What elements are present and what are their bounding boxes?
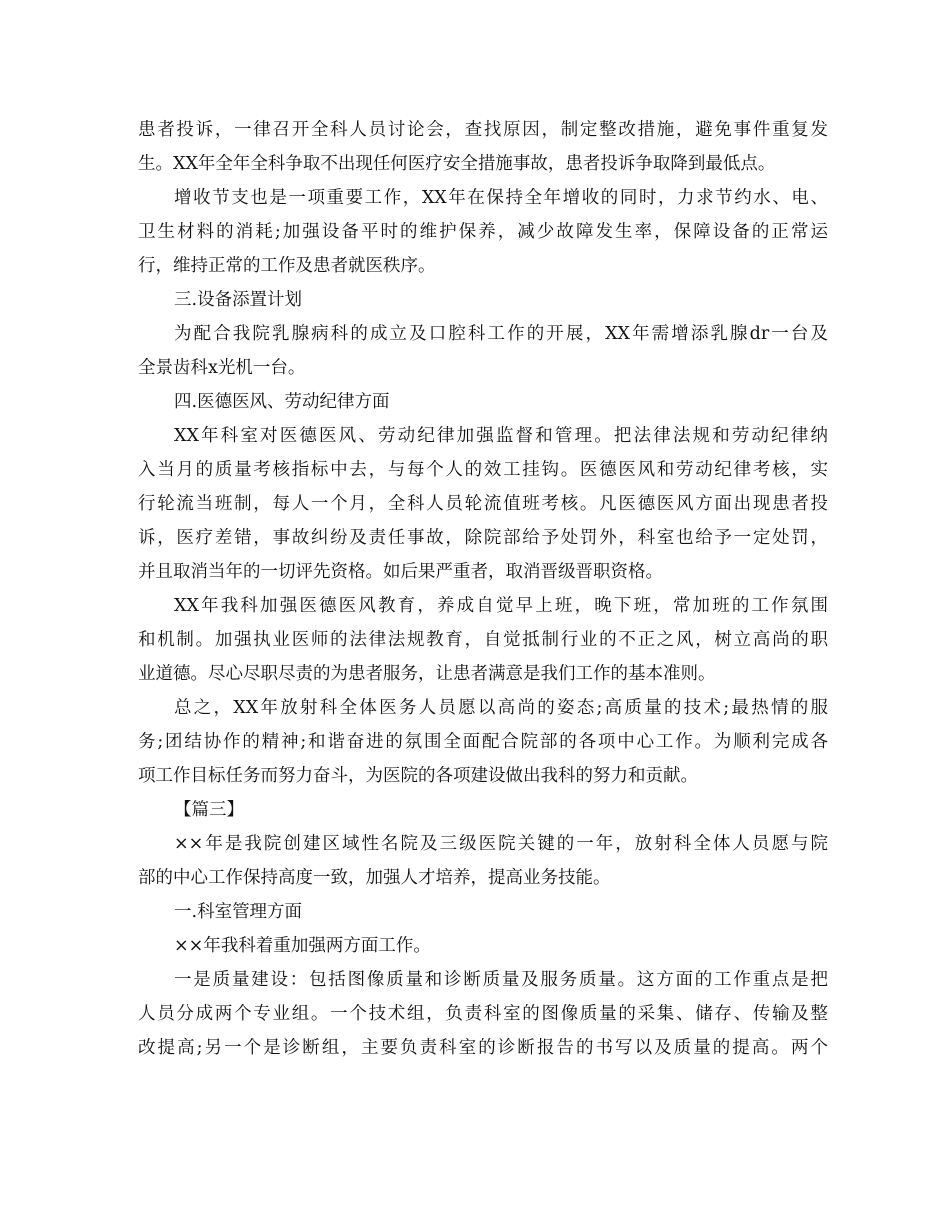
text-line: 【篇三】: [174, 800, 244, 820]
text-line: 业道德。尽心尽职尽责的为患者服务，让患者满意是我们工作的基本准则。: [138, 664, 716, 684]
text-line: 改提高;另一个是诊断组，主要负责科室的诊断报告的书写以及质量的提高。两个: [138, 1038, 828, 1058]
text-line: ××年是我院创建区域性名院及三级医院关键的一年，放射科全体人员愿与院: [174, 834, 828, 854]
text-line: 为配合我院乳腺病科的成立及口腔科工作的开展，XX年需增添乳腺dr一台及: [174, 324, 828, 344]
text-line: 一是质量建设：包括图像质量和诊断质量及服务质量。这方面的工作重点是把: [174, 970, 828, 990]
text-line: 务;团结协作的精神;和谐奋进的氛围全面配合院部的各项中心工作。为顺利完成各: [138, 732, 828, 752]
document-body: [138, 113, 828, 1065]
text-line: 四.医德医风、劳动纪律方面: [174, 392, 390, 412]
text-line: 行，维持正常的工作及患者就医秩序。: [138, 256, 436, 276]
text-line: 和机制。加强执业医师的法律法规教育，自觉抵制行业的不正之风，树立高尚的职: [138, 630, 828, 650]
text-line: 入当月的质量考核指标中去，与每个人的效工挂钩。医德医风和劳动纪律考核，实: [138, 460, 828, 480]
text-line: 人员分成两个专业组。一个技术组，负责科室的图像质量的采集、储存、传输及整: [138, 1004, 828, 1024]
text-line: 诉，医疗差错，事故纠纷及责任事故，除院部给予处罚外，科室也给予一定处罚，: [138, 528, 828, 548]
text-line: 并且取消当年的一切评先资格。如后果严重者，取消晋级晋职资格。: [138, 562, 663, 582]
text-line: 项工作目标任务而努力奋斗，为医院的各项建设做出我科的努力和贡献。: [138, 766, 698, 786]
text-line: 行轮流当班制，每人一个月，全科人员轮流值班考核。凡医德医风方面出现患者投: [138, 494, 828, 514]
text-line: 一.科室管理方面: [174, 902, 303, 922]
text-line: 生。XX年全年全科争取不出现任何医疗安全措施事故，患者投诉争取降到最低点。: [138, 154, 776, 174]
text-line: ××年我科着重加强两方面工作。: [174, 936, 431, 956]
text-line: 增收节支也是一项重要工作，XX年在保持全年增收的同时，力求节约水、电、: [174, 188, 828, 208]
text-line: 三.设备添置计划: [174, 290, 303, 310]
text-line: 患者投诉，一律召开全科人员讨论会，查找原因，制定整改措施，避免事件重复发: [138, 120, 828, 140]
text-line: XX年我科加强医德医风教育，养成自觉早上班，晚下班，常加班的工作氛围: [174, 596, 828, 616]
text-line: 总之，XX年放射科全体医务人员愿以高尚的姿态;高质量的技术;最热情的服: [174, 698, 828, 718]
text-line: 部的中心工作保持高度一致，加强人才培养，提高业务技能。: [138, 868, 611, 888]
text-line: 卫生材料的消耗;加强设备平时的维护保养，减少故障发生率，保障设备的正常运: [138, 222, 828, 242]
text-line: XX年科室对医德医风、劳动纪律加强监督和管理。把法律法规和劳动纪律纳: [174, 426, 828, 446]
text-line: 全景齿科x光机一台。: [138, 358, 306, 378]
